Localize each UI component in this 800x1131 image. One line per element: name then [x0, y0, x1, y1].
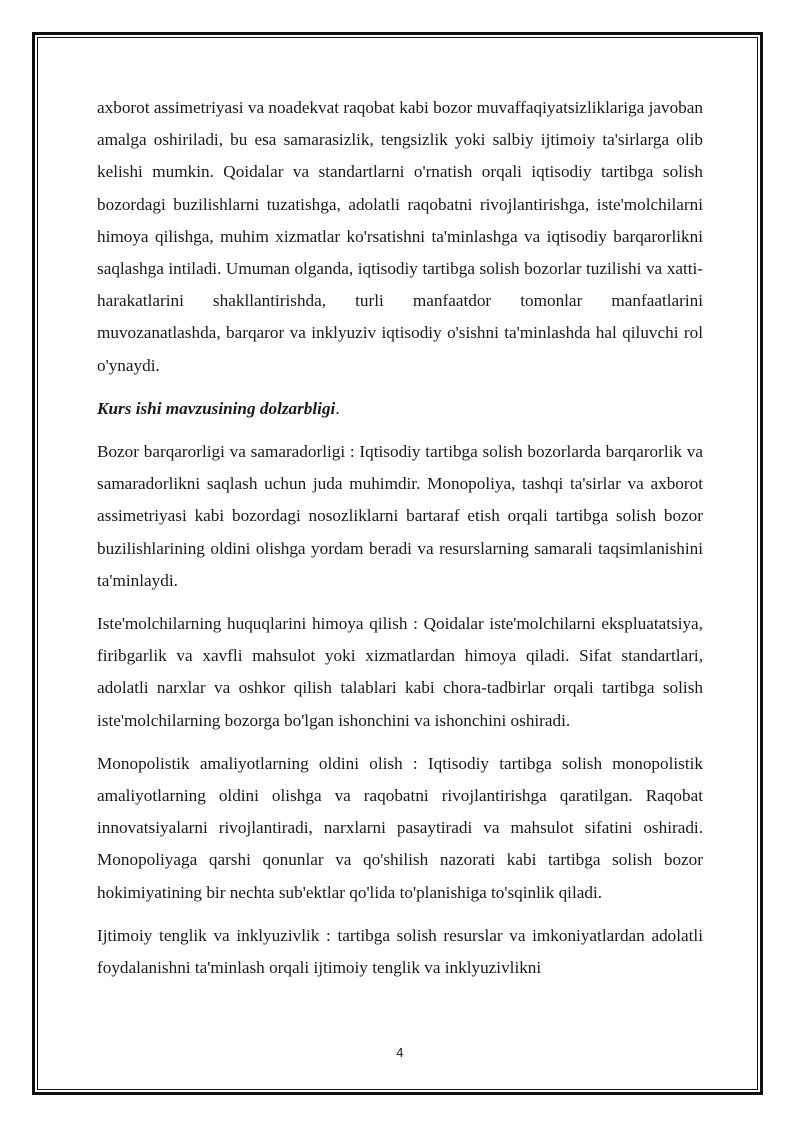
section-heading-text: Kurs ishi mavzusining dolzarbligi	[97, 398, 336, 418]
section-heading	[97, 393, 703, 425]
paragraph-monopoly-prevention: Monopolistik amaliyotlarning oldini olish : Iqtisodiy tartibga solish monopolistik amaliyotlarning oldini olishga va raqobatni rivojlantirishga qaratilgan. Raqobat innovatsiyalarni rivojlantiradi, narxlarni pasaytiradi va mahsulot sifatini oshiradi. Monopoliyaga qarshi qonunlar va qo'shilish nazorati kabi tartibga solish bozor hokimiyatining bir nechta sub'ektlar qo'lida to'planishiga to'sqinlik qiladi.	[97, 753, 703, 902]
page-number: 4	[396, 1046, 404, 1060]
paragraph-market-stability: Bozor barqarorligi va samaradorligi : Iqtisodiy tartibga solish bozorlarda barqarorlik va samaradorlikni saqlash uchun juda muhimdir. Monopoliya, tashqi ta'sirlar va axborot assimetriyasi kabi bozordagi nosozliklarni bartaraf etish orqali tartibga solish bozor buzilishlarining oldini olishga yordam beradi va resurslarning samarali taqsimlanishini ta'minlaydi.	[97, 442, 703, 590]
section-heading-period: .	[335, 398, 340, 418]
paragraph-social-equity: Ijtimoiy tenglik va inklyuzivlik : tartibga solish resurslar va imkoniyatlardan adolatli foydalanishni ta'minlash orqali ijtimoiy tenglik va inklyuzivlikni	[97, 925, 703, 978]
paragraph-consumer-protection: Iste'molchilarning huquqlarini himoya qilish : Qoidalar iste'molchilarni ekspluatatsiya, firibgarlik va xavfli mahsulot yoki xizmatlardan himoya qiladi. Sifat standartlari, adolatli narxlar va oshkor qilish talablari kabi chora-tadbirlar orqali tartibga solish iste'molchilarning bozorga bo'lgan ishonchini va ishonchini oshiradi.	[97, 614, 703, 730]
document-body	[97, 92, 703, 995]
paragraph-intro-continuation: axborot assimetriyasi va noadekvat raqobat kabi bozor muvaffaqiyatsizliklariga javoban amalga oshiriladi, bu esa samarasizlik, tengsizlik yoki salbiy ijtimoiy ta'sirlarga olib kelishi mumkin. Qoidalar va standartlarni o'rnatish orqali iqtisodiy tartibga solish bozordagi buzilishlarni tuzatishga, adolatli raqobatni rivojlantirishga, iste'molchilarni himoya qilishga, muhim xizmatlar ko'rsatishni ta'minlashga va iqtisodiy barqarorlikni saqlashga intiladi. Umuman olganda, iqtisodiy tartibga solish bozorlar tuzilishi va xatti-harakatlarini shakllantirishda, turli manfaatdor tomonlar manfaatlarini muvozanatlashda, barqaror va inklyuziv iqtisodiy o'sishni ta'minlashda hal qiluvchi rol o'ynaydi.	[97, 98, 703, 375]
